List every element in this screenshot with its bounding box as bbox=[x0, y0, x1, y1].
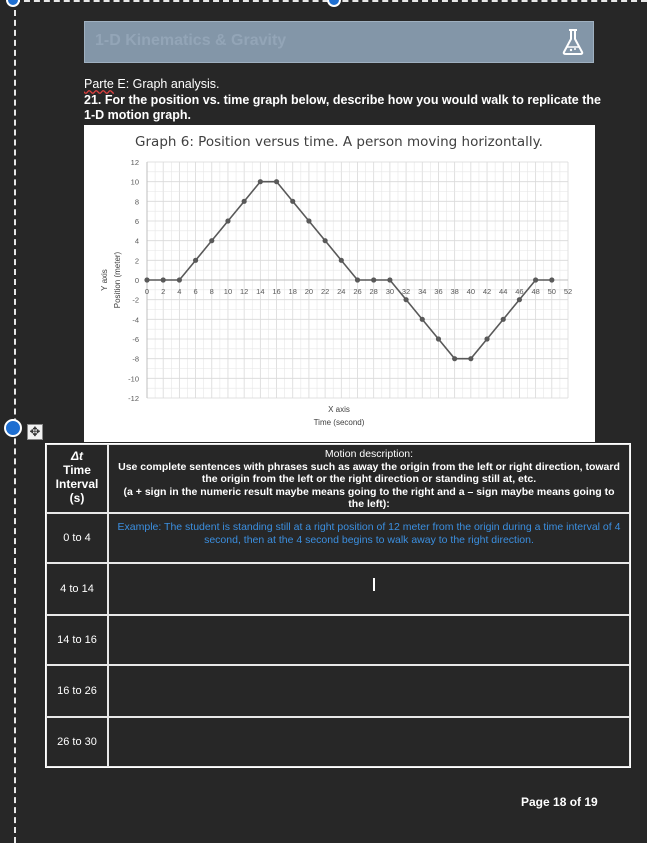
x-tick-label: 38 bbox=[450, 287, 459, 296]
position-time-chart bbox=[84, 125, 595, 442]
x-tick-label: 22 bbox=[320, 287, 330, 296]
y-tick-label: 2 bbox=[134, 256, 139, 266]
x-tick-label: 34 bbox=[418, 287, 427, 296]
lesson-banner bbox=[84, 21, 594, 63]
x-tick-label: 16 bbox=[272, 287, 281, 296]
x-tick-label: 12 bbox=[239, 287, 249, 296]
x-tick-label: 46 bbox=[515, 287, 524, 296]
chart-title: Graph 6: Position versus time. A person moving horizontally. bbox=[135, 134, 543, 150]
table-row-interval bbox=[46, 513, 108, 563]
section-heading-prefix: Parte bbox=[84, 77, 114, 91]
motion-table bbox=[45, 443, 631, 768]
x-tick-label: 48 bbox=[531, 287, 540, 296]
data-point bbox=[274, 179, 279, 184]
data-point bbox=[144, 277, 149, 282]
table-row-interval bbox=[46, 717, 108, 767]
page-current: 18 bbox=[553, 795, 567, 809]
data-point bbox=[484, 336, 489, 341]
table-row-description[interactable] bbox=[108, 717, 630, 767]
y-tick-label: -10 bbox=[128, 374, 139, 384]
x-tick-label: 10 bbox=[223, 287, 233, 296]
data-point bbox=[468, 356, 473, 361]
y-tick-label: -4 bbox=[132, 315, 139, 325]
table-header-interval bbox=[46, 444, 108, 513]
header-time: Time bbox=[63, 463, 91, 477]
x-tick-label: 32 bbox=[401, 287, 411, 296]
x-tick-label: 42 bbox=[482, 287, 492, 296]
header-interval: Interval bbox=[55, 477, 99, 491]
interval-label: 14 to 16 bbox=[57, 634, 97, 646]
header-delta-t: Δt bbox=[70, 449, 84, 463]
banner-title: 1-D Kinematics & Gravity bbox=[95, 32, 287, 49]
x-tick-label: 6 bbox=[193, 287, 198, 296]
table-row-interval bbox=[46, 615, 108, 665]
data-point bbox=[193, 258, 198, 263]
x-tick-label: 50 bbox=[547, 287, 556, 296]
data-point bbox=[436, 336, 441, 341]
x-tick-label: 20 bbox=[304, 287, 314, 296]
page-prefix: Page bbox=[521, 795, 554, 809]
table-row-description[interactable] bbox=[108, 615, 630, 665]
data-point bbox=[290, 199, 295, 204]
x-tick-label: 52 bbox=[563, 287, 573, 296]
table-row-description[interactable] bbox=[108, 563, 630, 615]
move-icon[interactable]: ✥ bbox=[27, 424, 43, 440]
x-tick-label: 44 bbox=[499, 287, 508, 296]
y-tick-label: -6 bbox=[132, 335, 139, 344]
data-point bbox=[339, 258, 344, 263]
selection-handle-top-left[interactable] bbox=[6, 0, 20, 7]
y-tick-label: 0 bbox=[134, 276, 139, 285]
interval-label: 0 to 4 bbox=[63, 532, 91, 544]
header-seconds: (s) bbox=[69, 491, 85, 505]
data-point bbox=[549, 277, 554, 282]
x-tick-label: 14 bbox=[256, 287, 265, 296]
table-row-interval bbox=[46, 563, 108, 615]
interval-label: 16 to 26 bbox=[57, 685, 97, 697]
question-text: 21. For the position vs. time graph below, describe how you would walk to replicate the 1-D motion graph. bbox=[84, 93, 601, 122]
y-tick-label: 4 bbox=[134, 236, 139, 246]
header-description-body: Use complete sentences with phrases such as away the origin from the left or right direction, toward the origin from the left or the right direction or standing still at, etc. bbox=[118, 460, 620, 485]
data-point bbox=[323, 238, 328, 243]
x-tick-label: 8 bbox=[209, 287, 214, 296]
x-tick-label: 18 bbox=[288, 287, 297, 296]
table-row-description[interactable] bbox=[108, 513, 630, 563]
data-point bbox=[225, 218, 230, 223]
data-point bbox=[517, 297, 522, 302]
y-axis-label: Y axis bbox=[100, 269, 109, 291]
chart-canvas bbox=[84, 125, 595, 442]
data-point bbox=[403, 297, 408, 302]
data-point bbox=[533, 277, 538, 282]
x-tick-label: 26 bbox=[353, 287, 362, 296]
x-tick-label: 2 bbox=[161, 287, 166, 296]
data-point bbox=[371, 277, 376, 282]
header-description-title: Motion description: bbox=[324, 448, 414, 460]
page-mid: of bbox=[566, 795, 585, 809]
interval-label: 4 to 14 bbox=[60, 583, 94, 595]
flask-icon bbox=[561, 28, 585, 61]
data-point bbox=[355, 277, 360, 282]
y-tick-label: 8 bbox=[134, 197, 139, 207]
x-tick-label: 4 bbox=[177, 287, 182, 296]
table-row-description[interactable] bbox=[108, 665, 630, 717]
table-row-interval bbox=[46, 665, 108, 717]
data-point bbox=[177, 277, 182, 282]
page-total: 19 bbox=[584, 795, 598, 809]
page-number bbox=[521, 795, 598, 809]
x-tick-label: 24 bbox=[337, 287, 346, 296]
data-point bbox=[258, 179, 263, 184]
y-tick-label: 10 bbox=[130, 177, 139, 187]
section-heading-rest: E: Graph analysis. bbox=[113, 77, 220, 91]
data-point bbox=[501, 317, 506, 322]
table-header-description bbox=[108, 444, 630, 513]
y-tick-label: -2 bbox=[132, 295, 139, 305]
y-axis-sublabel: Position (meter) bbox=[113, 251, 122, 309]
y-tick-label: 12 bbox=[130, 158, 139, 167]
header-description-note: (a + sign in the numeric result maybe means going to the right and a – sign maybe means going to the left): bbox=[123, 485, 615, 510]
x-tick-label: 40 bbox=[466, 287, 476, 296]
data-point bbox=[387, 277, 392, 282]
x-tick-label: 0 bbox=[144, 287, 150, 296]
data-point bbox=[420, 317, 425, 322]
data-point bbox=[306, 218, 311, 223]
example-description: Example: The student is standing still at a right position of 12 meter from the origin during a time interval of 4 second, then at the 4 second begins to walk away to the right direction. bbox=[117, 521, 621, 546]
data-point bbox=[242, 199, 247, 204]
selection-handle-left-middle[interactable] bbox=[4, 419, 22, 437]
y-tick-label: -8 bbox=[132, 354, 139, 364]
data-point bbox=[452, 356, 457, 361]
text-cursor bbox=[373, 578, 375, 591]
x-tick-label: 30 bbox=[385, 287, 395, 296]
section-heading bbox=[84, 77, 220, 91]
selection-handle-top-middle[interactable] bbox=[327, 0, 341, 7]
y-tick-label: 6 bbox=[134, 217, 139, 226]
interval-label: 26 to 30 bbox=[57, 736, 97, 748]
x-axis-label: X axis bbox=[328, 405, 350, 414]
y-tick-label: -12 bbox=[128, 394, 139, 403]
x-tick-label: 28 bbox=[369, 287, 378, 296]
x-tick-label: 36 bbox=[434, 287, 443, 296]
data-point bbox=[209, 238, 214, 243]
data-point bbox=[161, 277, 166, 282]
x-axis-sublabel: Time (second) bbox=[313, 418, 365, 427]
